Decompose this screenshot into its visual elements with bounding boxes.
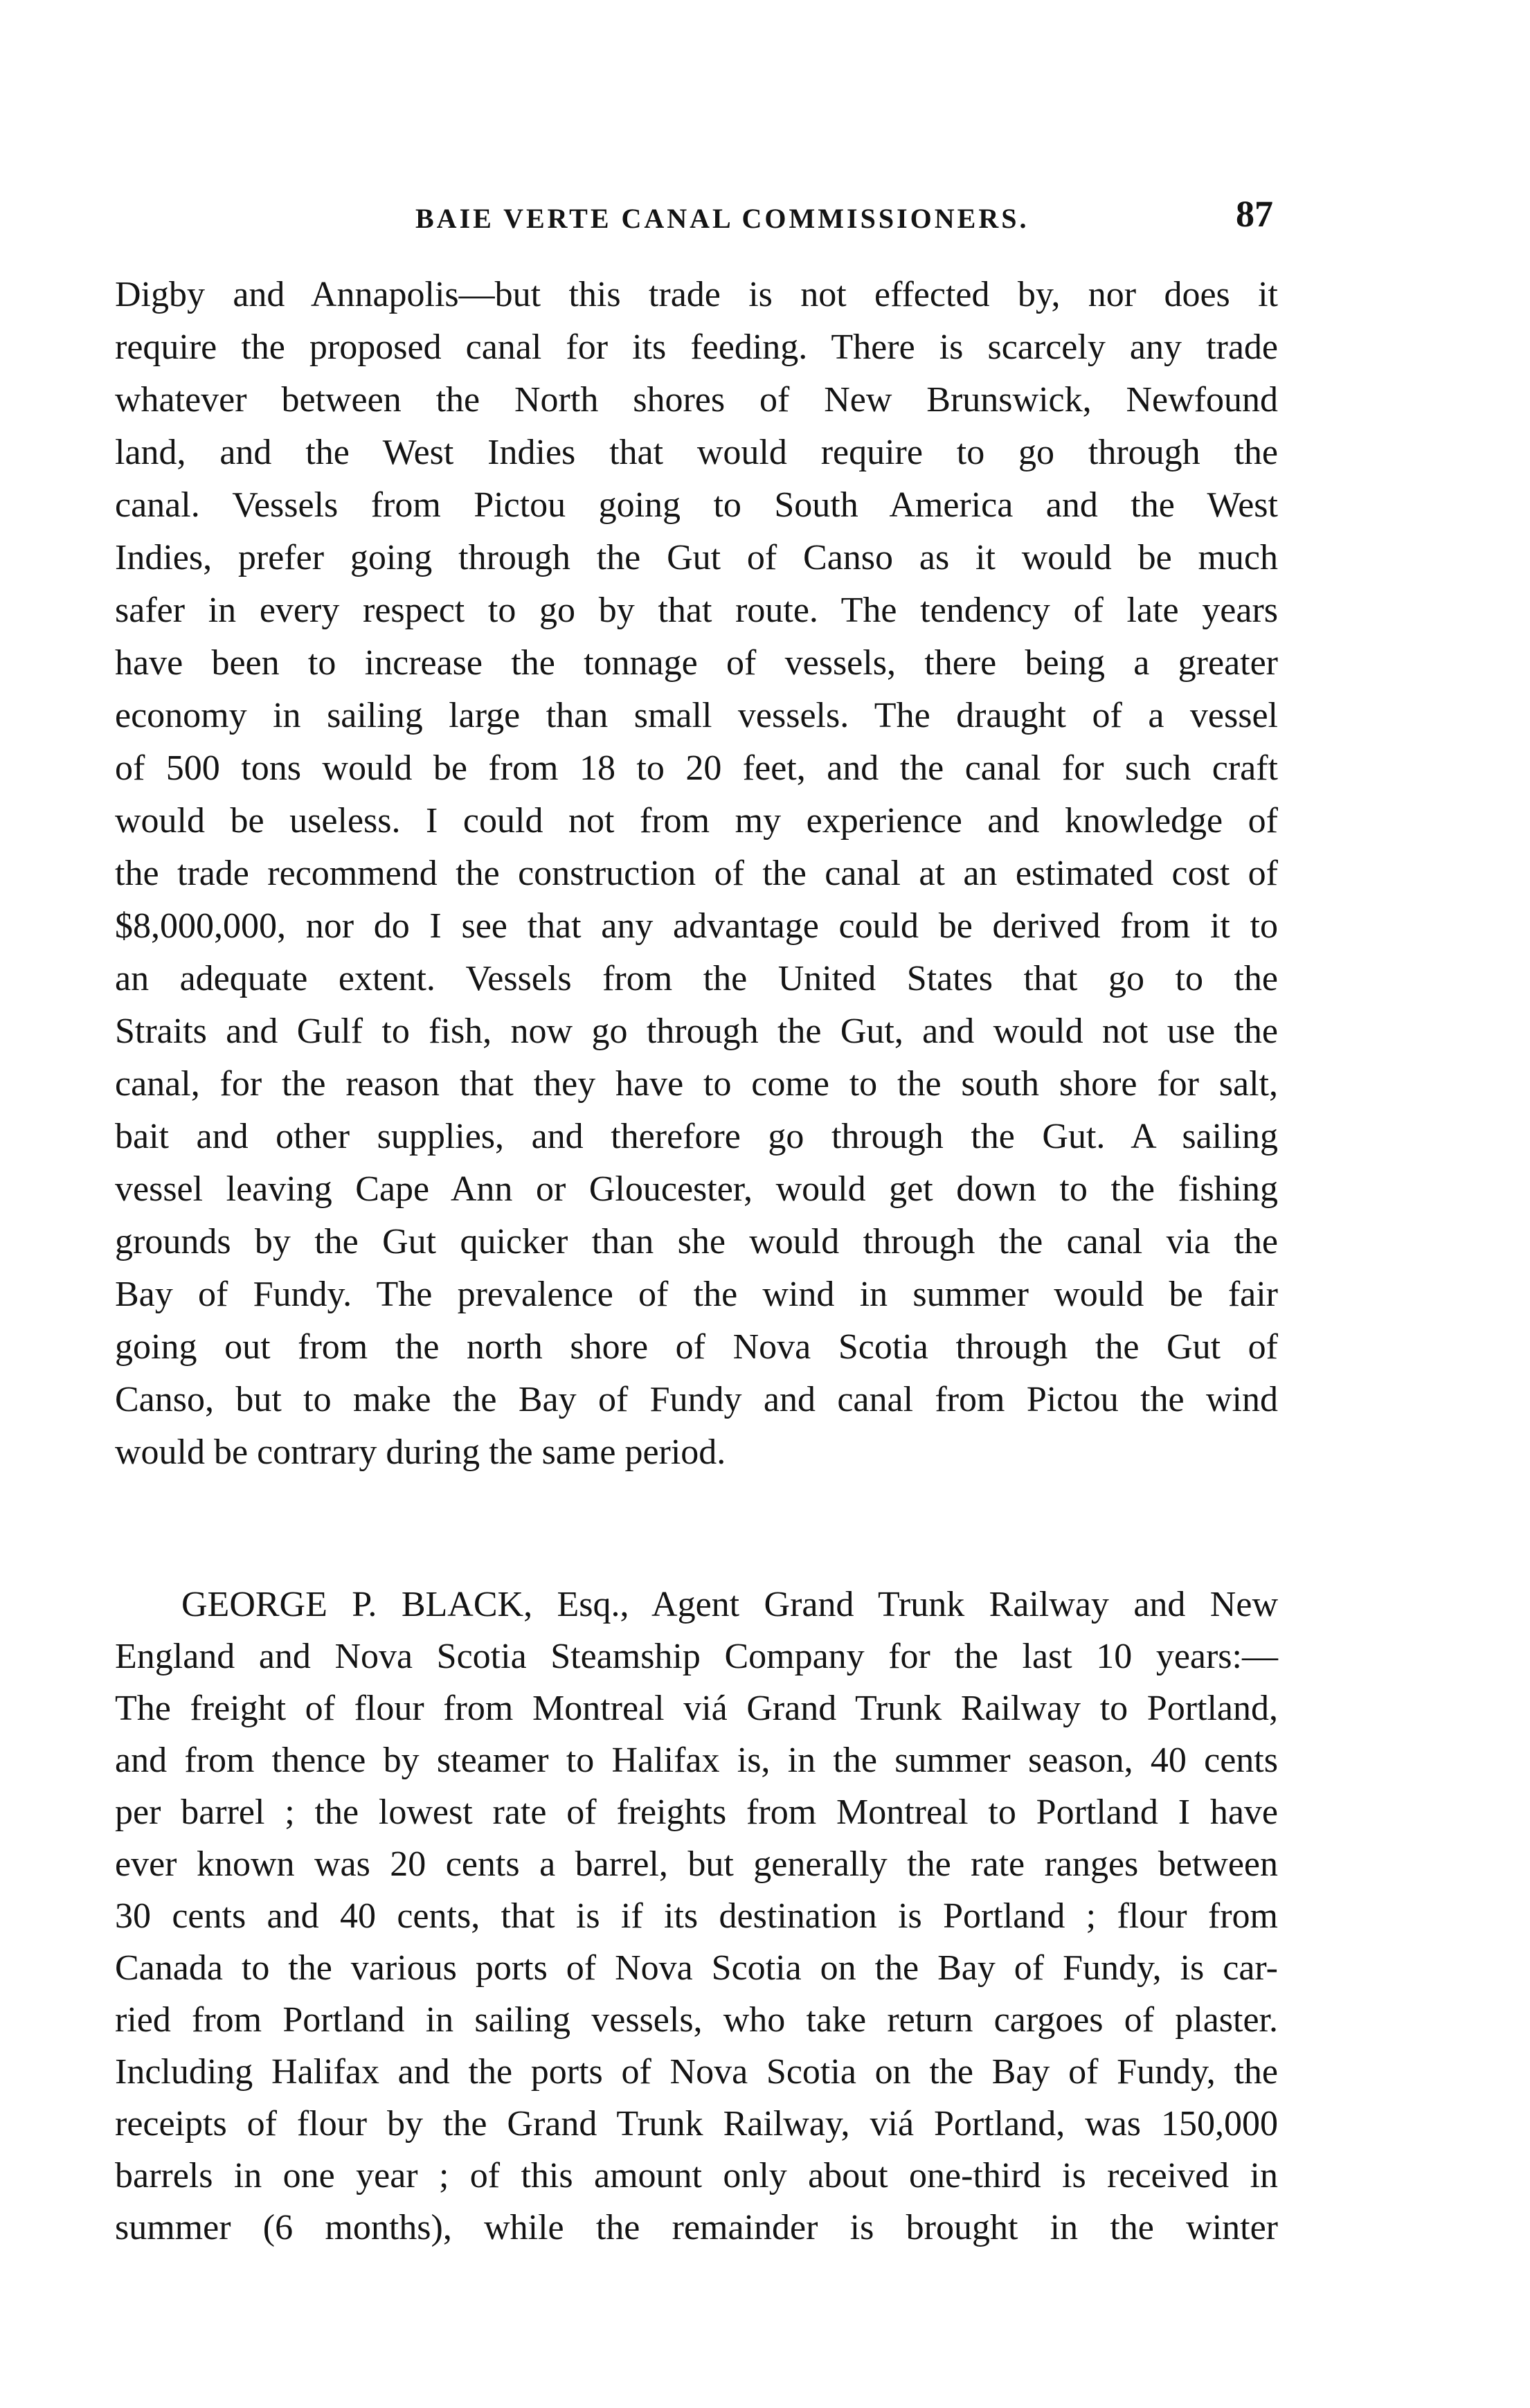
text-line: whatever between the North shores of New Brunswick, Newfound bbox=[115, 380, 1278, 420]
text-line: of 500 tons would be from 18 to 20 feet, and the canal for such craft bbox=[115, 748, 1278, 788]
text-line: ried from Portland in sailing vessels, who take return cargoes of plaster. bbox=[115, 2000, 1278, 2040]
text-line: ever known was 20 cents a barrel, but generally the rate ranges between bbox=[115, 1844, 1278, 1884]
text-line: an adequate extent. Vessels from the United States that go to the bbox=[115, 959, 1278, 998]
text-line: barrels in one year ; of this amount only about one-third is received in bbox=[115, 2156, 1278, 2195]
text-line: and from thence by steamer to Halifax is, in the summer season, 40 cents bbox=[115, 1741, 1278, 1780]
text-line: the trade recommend the construction of the canal at an estimated cost of bbox=[115, 854, 1278, 893]
text-line: summer (6 months), while the remainder is brought in the winter bbox=[115, 2208, 1278, 2247]
text-line: Canso, but to make the Bay of Fundy and canal from Pictou the wind bbox=[115, 1380, 1278, 1419]
text-line: Indies, prefer going through the Gut of Canso as it would be much bbox=[115, 538, 1278, 577]
text-line: bait and other supplies, and therefore go through the Gut. A sailing bbox=[115, 1117, 1278, 1156]
text-line: grounds by the Gut quicker than she would through the canal via the bbox=[115, 1222, 1278, 1261]
text-line: going out from the north shore of Nova Scotia through the Gut of bbox=[115, 1327, 1278, 1367]
text-line: per barrel ; the lowest rate of freights from Montreal to Portland I have bbox=[115, 1792, 1278, 1832]
text-line: land, and the West Indies that would require to go through the bbox=[115, 433, 1278, 472]
text-line: 30 cents and 40 cents, that is if its destination is Portland ; flour from bbox=[115, 1896, 1278, 1936]
text-line: Straits and Gulf to fish, now go through the Gut, and would not use the bbox=[115, 1012, 1278, 1051]
text-line: Bay of Fundy. The prevalence of the wind in summer would be fair bbox=[115, 1275, 1278, 1314]
running-head: BAIE VERTE CANAL COMMISSIONERS. bbox=[415, 203, 1029, 234]
text-line: receipts of flour by the Grand Trunk Railway, viá Portland, was 150,000 bbox=[115, 2104, 1278, 2144]
text-line: would be useless. I could not from my experience and knowledge of bbox=[115, 801, 1278, 841]
text-line: canal, for the reason that they have to come to the south shore for salt, bbox=[115, 1064, 1278, 1104]
text-line: canal. Vessels from Pictou going to South America and the West bbox=[115, 485, 1278, 525]
text-line: The freight of flour from Montreal viá Grand Trunk Railway to Portland, bbox=[115, 1689, 1278, 1728]
text-line: GEORGE P. BLACK, Esq., Agent Grand Trunk Railway and New bbox=[181, 1585, 1278, 1624]
text-line: Including Halifax and the ports of Nova Scotia on the Bay of Fundy, the bbox=[115, 2052, 1278, 2092]
page-number: 87 bbox=[1236, 193, 1273, 235]
text-line: safer in every respect to go by that route. The tendency of late years bbox=[115, 591, 1278, 630]
text-line: Canada to the various ports of Nova Scotia on the Bay of Fundy, is car- bbox=[115, 1948, 1278, 1988]
text-line: Digby and Annapolis—but this trade is not effected by, nor does it bbox=[115, 275, 1278, 314]
text-line: $8,000,000, nor do I see that any advantage could be derived from it to bbox=[115, 906, 1278, 946]
text-line: would be contrary during the same period. bbox=[115, 1432, 726, 1472]
text-line: economy in sailing large than small vessels. The draught of a vessel bbox=[115, 696, 1278, 735]
text-line: require the proposed canal for its feeding. There is scarcely any trade bbox=[115, 327, 1278, 367]
text-line: have been to increase the tonnage of vessels, there being a greater bbox=[115, 643, 1278, 683]
text-line: vessel leaving Cape Ann or Gloucester, would get down to the fishing bbox=[115, 1169, 1278, 1209]
text-line: England and Nova Scotia Steamship Company for the last 10 years:— bbox=[115, 1637, 1278, 1676]
